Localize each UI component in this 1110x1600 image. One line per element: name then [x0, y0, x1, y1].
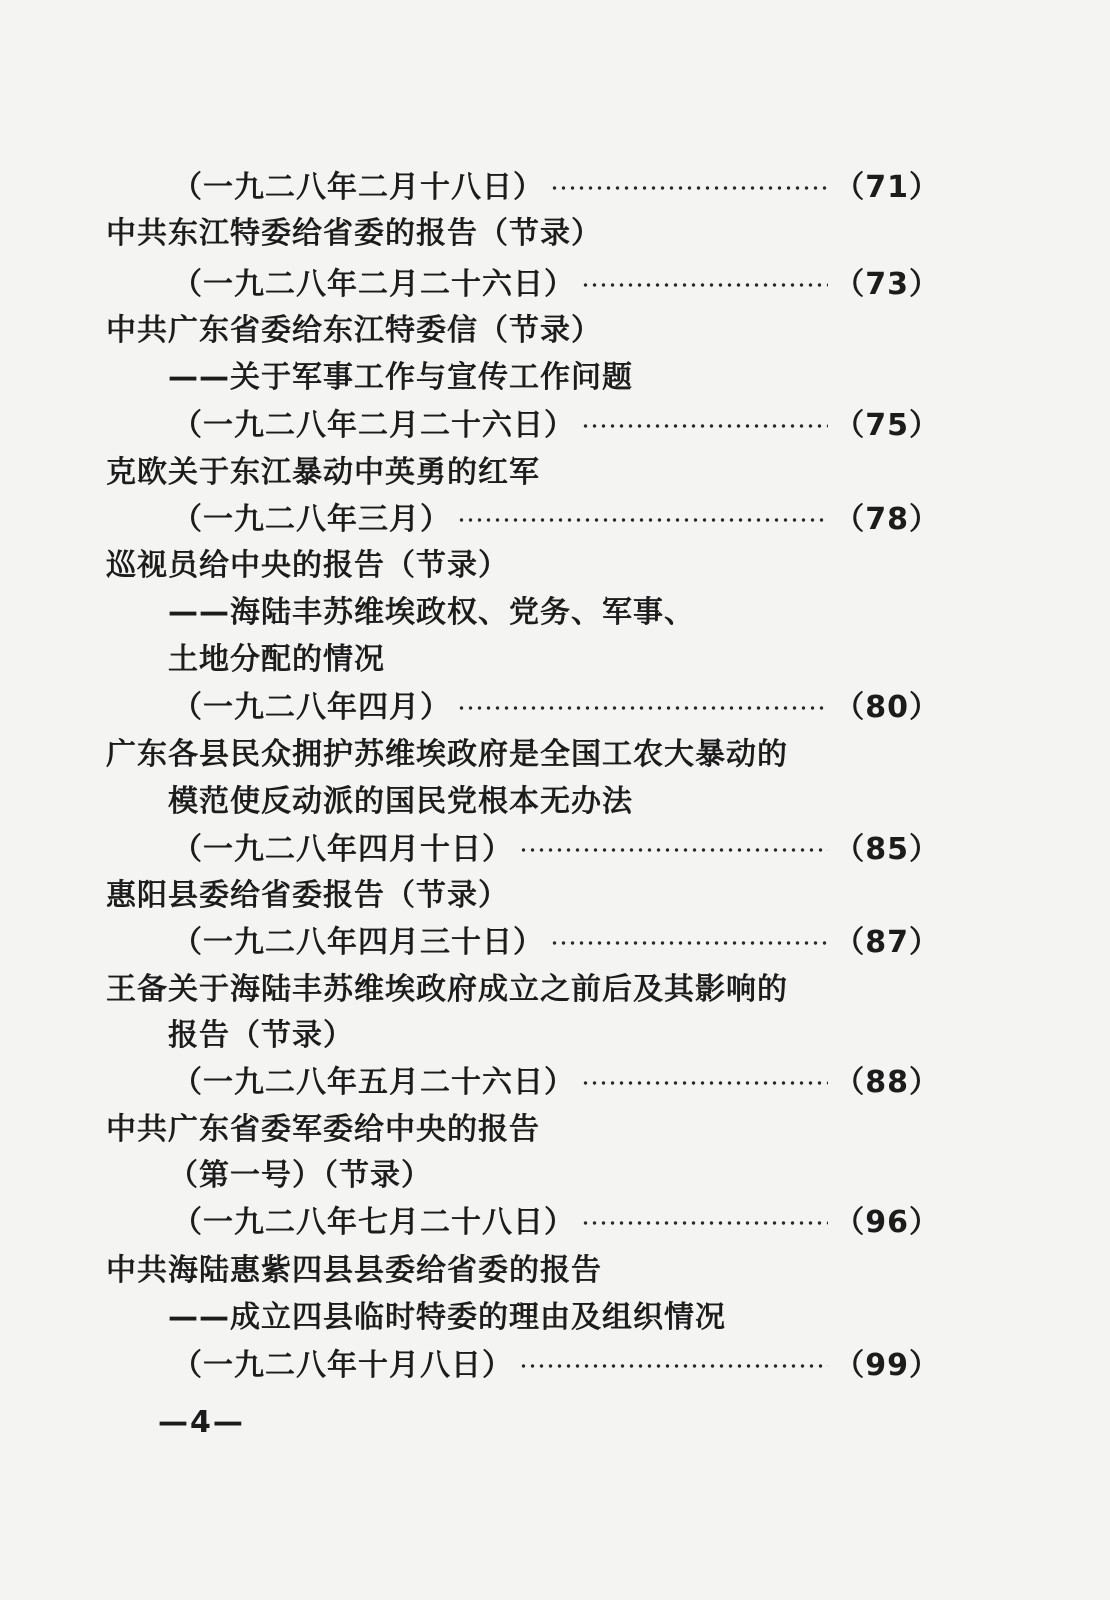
entry-page-number: （99）	[834, 1348, 940, 1383]
entry-subtitle: ——海陆丰苏维埃政权、党务、军事、	[168, 595, 695, 630]
toc-date-line	[172, 1338, 940, 1386]
entry-subtitle: 报告（节录）	[168, 1018, 354, 1053]
entry-page-number: （75）	[834, 408, 940, 443]
entry-date: （一九二八年四月三十日）	[172, 925, 544, 960]
entry-page-number: （87）	[834, 925, 940, 960]
entry-title: 中共海陆惠紫四县县委给省委的报告	[106, 1253, 602, 1288]
dot-leader	[581, 282, 828, 288]
entry-date: （一九二八年五月二十六日）	[172, 1065, 575, 1100]
entry-page-number: （73）	[834, 267, 940, 302]
entry-title: 惠阳县委给省委报告（节录）	[106, 878, 509, 913]
entry-date: （一九二八年七月二十八日）	[172, 1205, 575, 1240]
page-number: —4—	[158, 1405, 245, 1440]
toc-date-line	[172, 822, 940, 870]
dot-leader	[581, 1080, 828, 1086]
dot-leader	[550, 185, 828, 191]
dot-leader	[519, 1363, 828, 1369]
toc-date-line	[172, 1195, 940, 1243]
entry-title: 克欧关于东江暴动中英勇的红军	[106, 455, 540, 490]
entry-subtitle: （第一号）（节录）	[168, 1158, 432, 1193]
toc-date-line	[172, 492, 940, 540]
toc-date-line	[172, 257, 940, 305]
dot-leader	[457, 705, 828, 711]
entry-date: （一九二八年二月二十六日）	[172, 267, 575, 302]
toc-date-line	[172, 915, 940, 963]
entry-page-number: （80）	[834, 690, 940, 725]
dot-leader	[457, 517, 828, 523]
entry-title: 王备关于海陆丰苏维埃政府成立之前后及其影响的	[106, 972, 788, 1007]
entry-date: （一九二八年四月十日）	[172, 832, 513, 867]
entry-subtitle: 模范使反动派的国民党根本无办法	[168, 784, 633, 819]
entry-date: （一九二八年四月）	[172, 690, 451, 725]
dot-leader	[550, 940, 828, 946]
entry-subtitle: 土地分配的情况	[168, 642, 385, 677]
entry-title: 广东各县民众拥护苏维埃政府是全国工农大暴动的	[106, 737, 788, 772]
toc-date-line	[172, 680, 940, 728]
entry-title: 中共东江特委给省委的报告（节录）	[106, 216, 602, 251]
entry-page-number: （78）	[834, 502, 940, 537]
toc-date-line	[172, 160, 940, 208]
entry-date: （一九二八年十月八日）	[172, 1348, 513, 1383]
entry-date: （一九二八年二月二十六日）	[172, 408, 575, 443]
entry-subtitle: ——关于军事工作与宣传工作问题	[168, 360, 633, 395]
entry-date: （一九二八年二月十八日）	[172, 170, 544, 205]
entry-page-number: （85）	[834, 832, 940, 867]
entry-date: （一九二八年三月）	[172, 502, 451, 537]
dot-leader	[581, 423, 828, 429]
entry-title: 中共广东省委军委给中央的报告	[106, 1112, 540, 1147]
entry-page-number: （71）	[834, 170, 940, 205]
toc-date-line	[172, 398, 940, 446]
entry-title: 中共广东省委给东江特委信（节录）	[106, 313, 602, 348]
entry-page-number: （96）	[834, 1205, 940, 1240]
entry-title: 巡视员给中央的报告（节录）	[106, 548, 509, 583]
entry-subtitle: ——成立四县临时特委的理由及组织情况	[168, 1300, 726, 1335]
entry-page-number: （88）	[834, 1065, 940, 1100]
dot-leader	[581, 1220, 828, 1226]
dot-leader	[519, 847, 828, 853]
toc-date-line	[172, 1055, 940, 1103]
